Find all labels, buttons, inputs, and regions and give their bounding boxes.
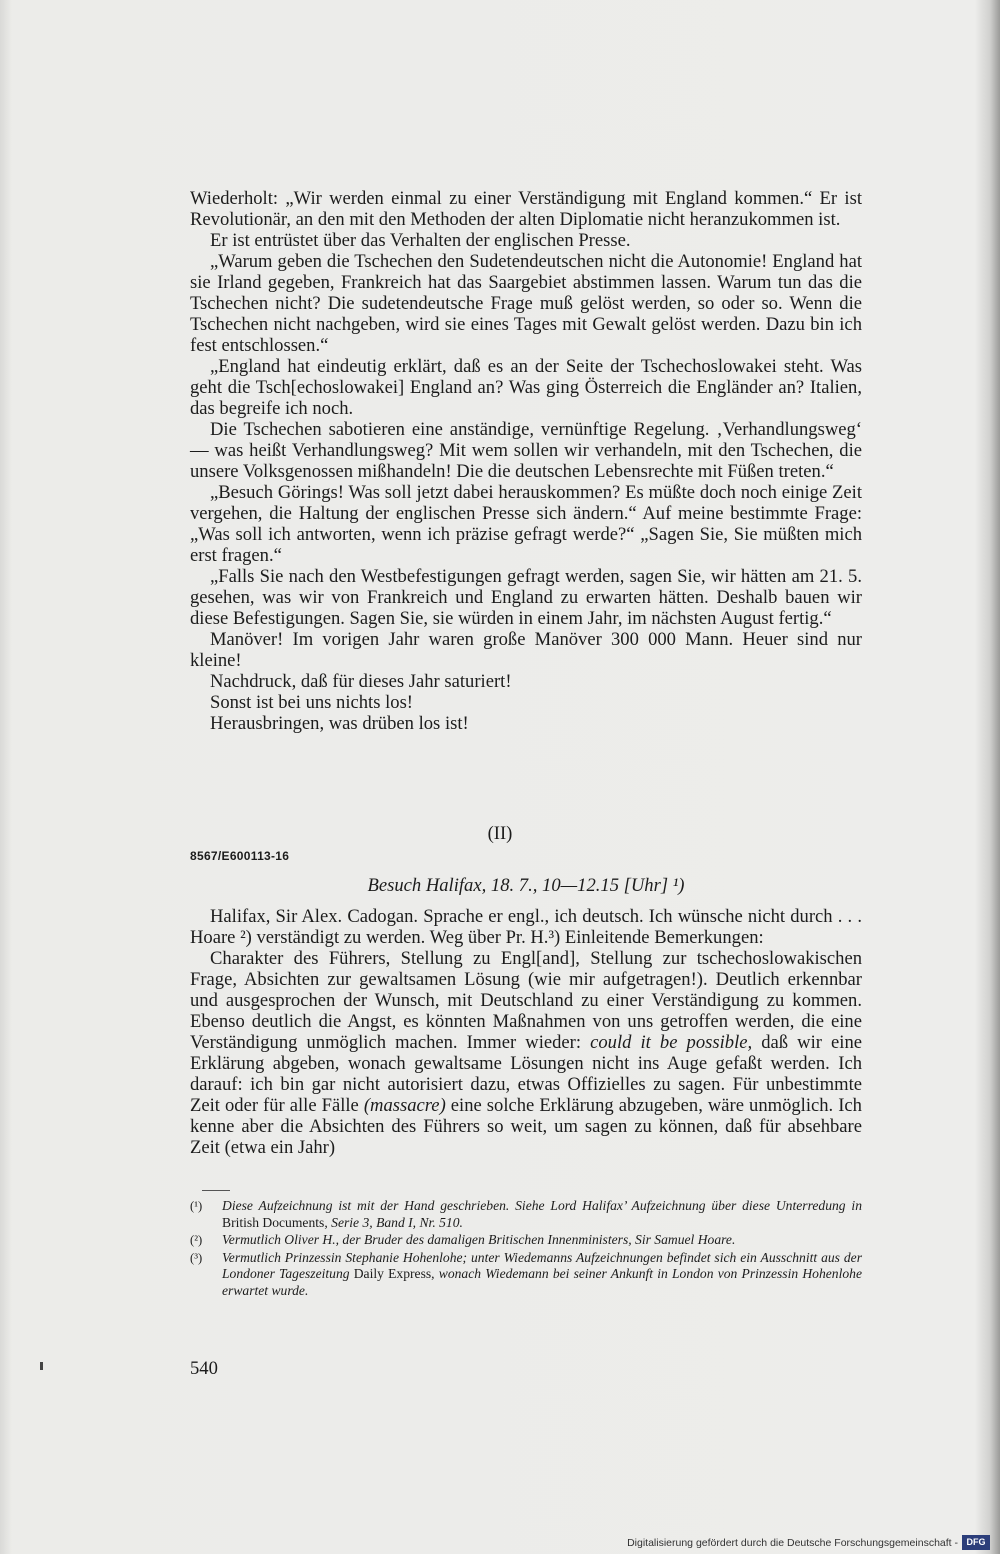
italic-phrase: could it be possible, — [590, 1032, 753, 1053]
footnotes — [190, 1198, 862, 1300]
footnote-part: wonach Wiedemann bei seiner Ankunft in London von Prinzessin Hohenlohe erwartet wurde. — [222, 1266, 862, 1298]
footnote — [190, 1232, 862, 1249]
paragraph: „England hat eindeutig erklärt, daß es an der Seite der Tschechoslowakei steht. Was geht die Tsch[echoslowakei] England an? Was ging Österreich die Engländer an? Italien, das begreife ich noch. — [190, 356, 862, 419]
footnote — [190, 1198, 862, 1231]
paragraph: Die Tschechen sabotieren eine anständige, vernünftige Regelung. ‚Verhandlungsweg‘ — was heißt Verhandlungsweg? Mit wem sollen wir verhandeln, mit den Tschechen, die unsere Volksgenossen mißhandeln! Die die deutschen Lebensrechte mit Füßen treten.“ — [190, 419, 862, 482]
paragraph-text: eine solche Erklärung abzugeben, wäre unmöglich. Ich kenne aber die Absichten des Führers so weit, um sagen zu können, daß für absehbare Zeit (etwa ein Jahr) — [190, 1095, 862, 1158]
paragraph-text: Halifax, Sir Alex. Cadogan. Sprache er engl., ich deutsch. Ich wünsche nicht durch . . . Hoare ²) verständigt zu werden. Weg über Pr. H.³) Einleitende Bemerkungen: — [190, 906, 862, 948]
paragraph: Sonst ist bei uns nichts los! — [210, 692, 413, 713]
funding-notice: Digitalisierung gefördert durch die Deutsche Forschungsgemeinschaft - — [627, 1537, 958, 1549]
paragraph-text: Charakter des Führers, Stellung zu Engl[and], Stellung zur tschechoslowakischen Frage, Absichten zur gewaltsamen Lösung (wie mir aufgetragen!). Deutlich erkennbar und ausgesprochen der Wunsch, mit Deutschland zu einer Verständigung zu kommen. Ebenso deutlich die Angst, es könnten Maßnahmen von uns getroffen werden, die eine Verständigung unmöglich machen. Immer wieder: — [190, 948, 862, 1053]
footnote-rule — [202, 1190, 230, 1191]
footnote-text — [222, 1198, 862, 1231]
footnote-title: Daily Express, — [353, 1266, 435, 1281]
paragraph: Manöver! Im vorigen Jahr waren große Manöver 300 000 Mann. Heuer sind nur kleine! — [190, 629, 862, 671]
paragraph: Nachdruck, daß für dieses Jahr saturiert! — [210, 671, 512, 692]
paragraph: Herausbringen, was drüben los ist! — [210, 713, 469, 734]
footnote-part: Vermutlich Oliver H., der Bruder des damaligen Britischen Innenministers, Sir Samuel Hoare. — [222, 1232, 736, 1247]
text-block-1 — [190, 188, 862, 734]
footnote — [190, 1250, 862, 1300]
footnote-part: Vermutlich Prinzessin Stephanie Hohenlohe; unter Wiedemanns Aufzeichnungen befindet sich ein Ausschnitt aus der Londoner Tageszeitung — [222, 1249, 862, 1281]
paragraph — [190, 906, 862, 948]
paragraph — [190, 948, 862, 1158]
footnote-part: Serie 3, Band I, Nr. 510. — [331, 1214, 463, 1230]
paragraph: „Warum geben die Tschechen den Sudetendeutschen nicht die Autonomie! England hat sie Irland gegeben, Frankreich hat das Saargebiet abstimmen lassen. Warum tun das die Tschechen nicht? Die sudetendeutsche Frage muß gelöst werden, so oder so. Wenn die Tschechen nicht nachgeben, wird sie eines Tages mit Gewalt gelöst werden. Dazu bin ich fest entschlossen.“ — [190, 251, 862, 356]
paragraph: „Falls Sie nach den Westbefestigungen gefragt werden, sagen Sie, wir hätten am 21. 5. gesehen, was wir von Frankreich und England zu erwarten hätten. Deshalb bauen wir diese Befestigungen. Sagen Sie, sie würden in einem Jahr, im nächsten August fertig.“ — [190, 566, 862, 629]
footnote-text — [222, 1232, 862, 1249]
footnote-part: Diese Aufzeichnung ist mit der Hand geschrieben. Siehe Lord Halifax’ Aufzeichnung über diese Unterredung in — [222, 1198, 862, 1213]
footnote-title: British Documents, — [222, 1214, 328, 1230]
footnote-text — [222, 1250, 862, 1300]
paragraph-text: daß wir eine Erklärung abgeben, wonach gewaltsame Lösungen nicht ins Auge gefaßt werden. Ich darauf: ich bin gar nicht autorisiert dazu, etwas Offizielles zu sagen. Für unbestimmte Zeit oder für alle Fälle — [190, 1032, 862, 1116]
dfg-logo: DFG — [962, 1535, 990, 1550]
section-heading: Besuch Halifax, 18. 7., 10—12.15 [Uhr] ¹) — [367, 875, 685, 896]
italic-phrase: (massacre) — [363, 1095, 446, 1116]
text-block-2 — [190, 906, 862, 1158]
scan-mark — [40, 1362, 43, 1370]
footnote-number: (²) — [190, 1233, 203, 1247]
footnote-number: (¹) — [190, 1199, 203, 1213]
footnote-number: (³) — [190, 1250, 203, 1265]
paragraph: „Besuch Görings! Was soll jetzt dabei herauskommen? Es müßte doch noch einige Zeit vergehen, die Haltung der englischen Presse sich ändern.“ Auf meine bestimmte Frage: „Was soll ich antworten, wenn ich präzise gefragt werde?“ „Sagen Sie, Sie müßten mich erst fragen.“ — [190, 482, 862, 566]
paragraph: Er ist entrüstet über das Verhalten der englischen Presse. — [210, 230, 631, 251]
document-id: 8567/E600113-16 — [190, 849, 290, 863]
section-number: (II) — [487, 823, 513, 844]
page-number: 540 — [190, 1358, 218, 1379]
paragraph: Wiederholt: „Wir werden einmal zu einer Verständigung mit England kommen.“ Er ist Revolutionär, an den mit den Methoden der alten Diplomatie nicht heranzukommen ist. — [190, 188, 862, 230]
